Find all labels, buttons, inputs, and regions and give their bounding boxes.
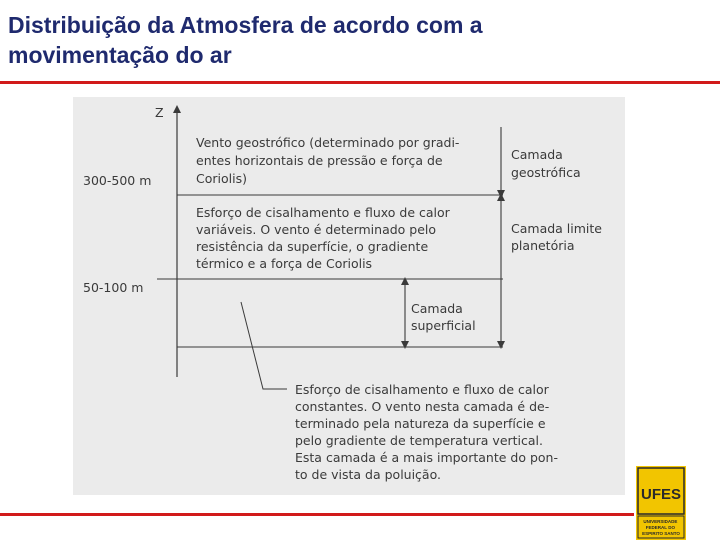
upper-description: Vento geostrófico (determinado por gradi- entes horizontais de pressão e força de Coriolis): [196, 135, 460, 186]
diagram-canvas: [73, 97, 625, 495]
height-label-upper: 300-500 m: [83, 173, 152, 188]
height-label-lower: 50-100 m: [83, 280, 144, 295]
footer-divider: [0, 513, 634, 516]
layer-label-boundary: Camada limite planetória: [511, 221, 602, 253]
lower-description: Esforço de cisalhamento e fluxo de calor constantes. O vento nesta camada é de- terminado pela natureza da superfície e pelo gradiente de temperatura vertical. Esta camada é a mais importante do pon- to de vista da poluição.: [295, 382, 558, 482]
title-divider: [0, 81, 720, 84]
layer-label-surface: Camada superficial: [411, 301, 476, 333]
logo-letters: UFES: [640, 486, 682, 503]
logo-caption: UNIVERSIDADE FEDERAL DO ESPIRITO SANTO: [642, 519, 680, 536]
atmosphere-layers-diagram: [73, 97, 625, 495]
layer-label-geostrophic: Camada geostrófica: [511, 147, 581, 180]
slide-title: Distribuição da Atmosfera de acordo com a movimentação do ar: [8, 12, 483, 68]
university-logo: [636, 466, 686, 540]
z-axis-label: Z: [155, 105, 164, 120]
leader-line: [241, 302, 287, 389]
logo-graphic: [636, 466, 686, 540]
middle-description: Esforço de cisalhamento e fluxo de calor variáveis. O vento é determinado pelo resistência da superfície, o gradiente térmico e a força de Coriolis: [196, 205, 450, 271]
